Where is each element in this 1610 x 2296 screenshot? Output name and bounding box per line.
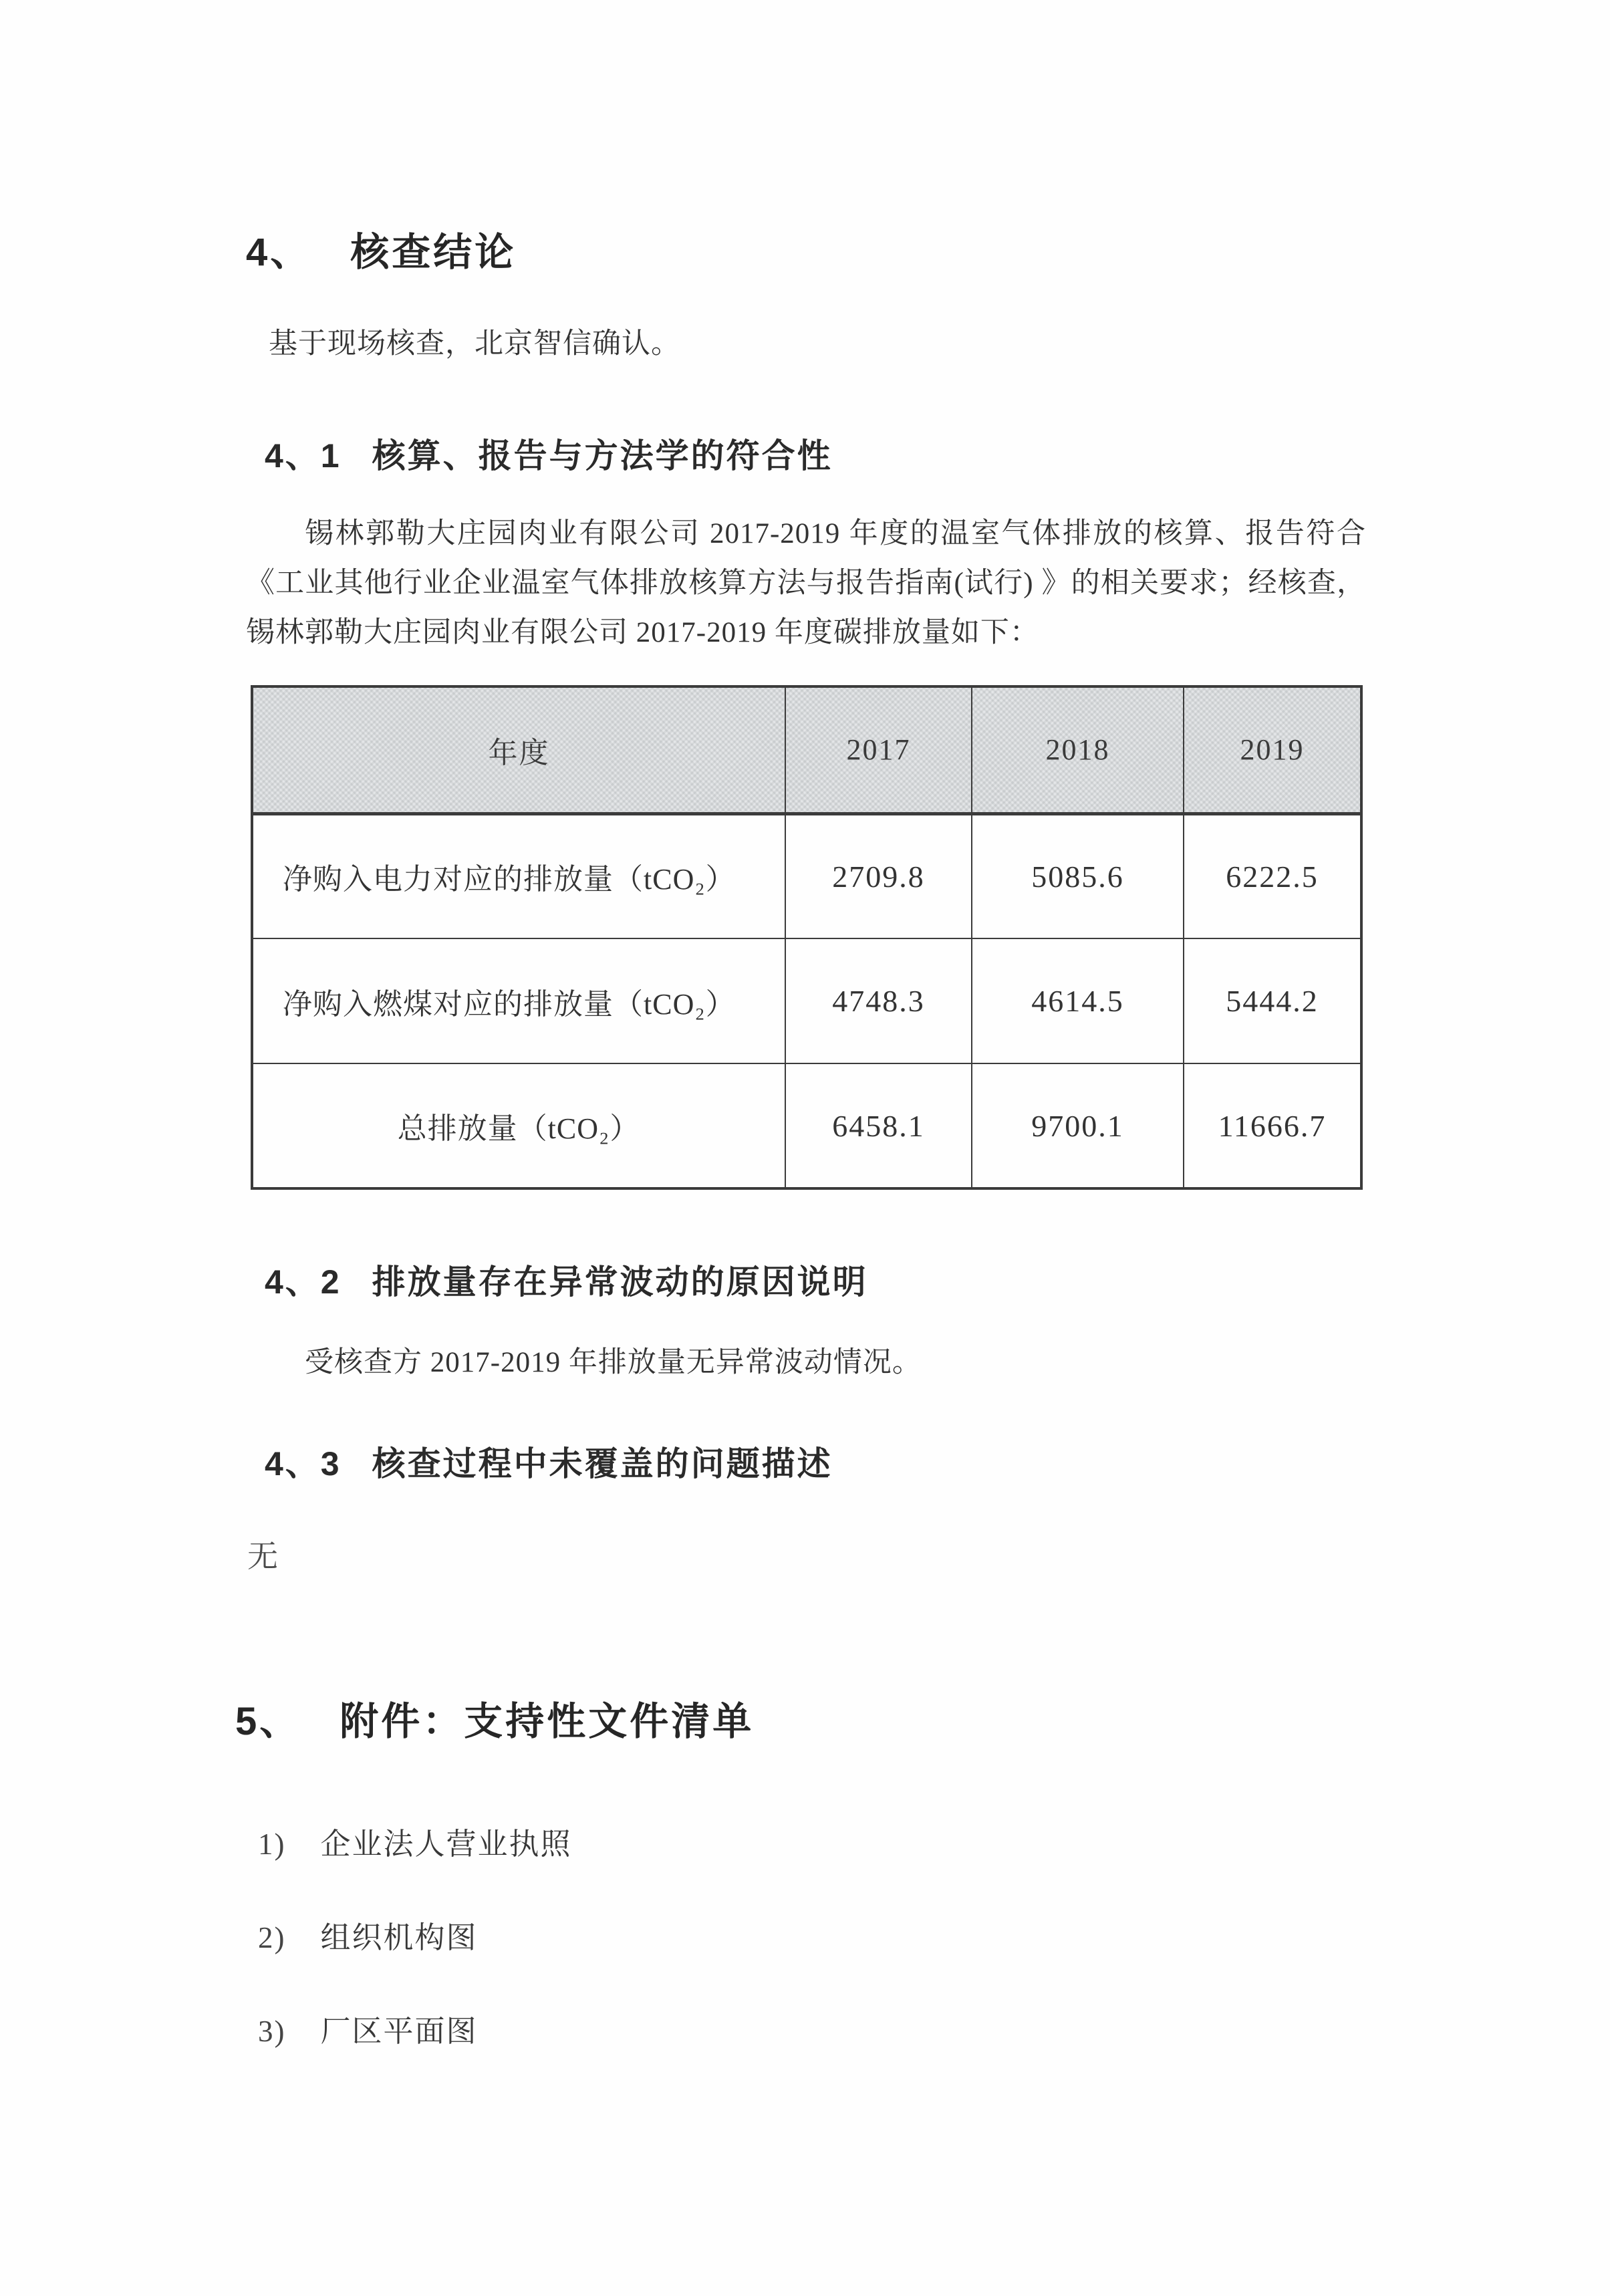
total-2019: 11666.7: [1184, 1063, 1361, 1188]
section-4-1-number: 4、1: [265, 437, 342, 475]
section-4-intro: 基于现场核查，北京智信确认。: [269, 328, 680, 360]
section-4-2-title: 排放量存在异常波动的原因说明: [372, 1263, 868, 1301]
coal-2018: 4614.5: [972, 938, 1184, 1063]
emissions-table: [251, 685, 1360, 1188]
attachment-item-2: [258, 1913, 478, 1956]
row-label-electricity: 净购入电力对应的排放量（tCO₂）: [252, 813, 785, 938]
row-label-total: 总排放量（tCO₂）: [252, 1063, 785, 1188]
table-row-electricity: [252, 813, 1361, 938]
section-5-number: 5、: [235, 1700, 301, 1743]
header-cell-2019: 2019: [1184, 686, 1361, 813]
section-4-number: 4、: [246, 231, 312, 274]
table-row-total: [252, 1063, 1361, 1188]
attachment-item-3: [258, 2007, 478, 2050]
row-label-coal: 净购入燃煤对应的排放量（tCO₂）: [252, 938, 785, 1063]
attachment-1-text: 企业法人营业执照: [320, 1827, 572, 1861]
coal-2019: 5444.2: [1184, 938, 1361, 1063]
section-4-heading: [246, 221, 516, 277]
section-4-3-number: 4、3: [265, 1445, 342, 1483]
electricity-2019: 6222.5: [1184, 813, 1361, 938]
section-4-3-title: 核查过程中未覆盖的问题描述: [372, 1445, 833, 1483]
coal-2017: 4748.3: [785, 938, 972, 1063]
section-4-1-title: 核算、报告与方法学的符合性: [372, 437, 833, 475]
total-2017: 6458.1: [785, 1063, 972, 1188]
electricity-2017: 2709.8: [785, 813, 972, 938]
attachment-3-number: 3): [258, 2015, 286, 2048]
attachment-2-text: 组织机构图: [320, 1921, 478, 1954]
header-cell-2018: 2018: [972, 686, 1184, 813]
section-4-3-answer: 无: [247, 1539, 279, 1573]
table-row-coal: [252, 938, 1361, 1063]
attachment-2-number: 2): [258, 1921, 286, 1954]
section-4-2-number: 4、2: [265, 1263, 342, 1301]
section-5-heading: [235, 1690, 754, 1746]
attachment-item-1: [258, 1819, 572, 1863]
section-4-title: 核查结论: [350, 231, 517, 274]
section-4-1-heading: [265, 429, 833, 477]
table-header-row: [252, 686, 1361, 813]
section-5-title: 附件：支持性文件清单: [340, 1700, 755, 1743]
total-2018: 9700.1: [972, 1063, 1184, 1188]
section-4-3-heading: [265, 1437, 833, 1485]
header-cell-year: 年度: [252, 686, 785, 813]
section-4-2-paragraph: 受核查方 2017-2019 年排放量无异常波动情况。: [305, 1347, 922, 1378]
header-cell-2017: 2017: [785, 686, 972, 813]
section-4-2-heading: [265, 1255, 868, 1303]
attachment-1-number: 1): [258, 1827, 286, 1861]
section-4-1-paragraph: 锡林郭勒大庄园肉业有限公司 2017-2019 年度的温室气体排放的核算、报告符合《工业其他行业企业温室气体排放核算方法与报告指南(试行) 》的相关要求；经核查，锡林郭勒大庄园肉业有限公司 2017-2019 年度碳排放量如下：: [246, 518, 1366, 648]
attachment-3-text: 厂区平面图: [320, 2015, 478, 2048]
electricity-2018: 5085.6: [972, 813, 1184, 938]
